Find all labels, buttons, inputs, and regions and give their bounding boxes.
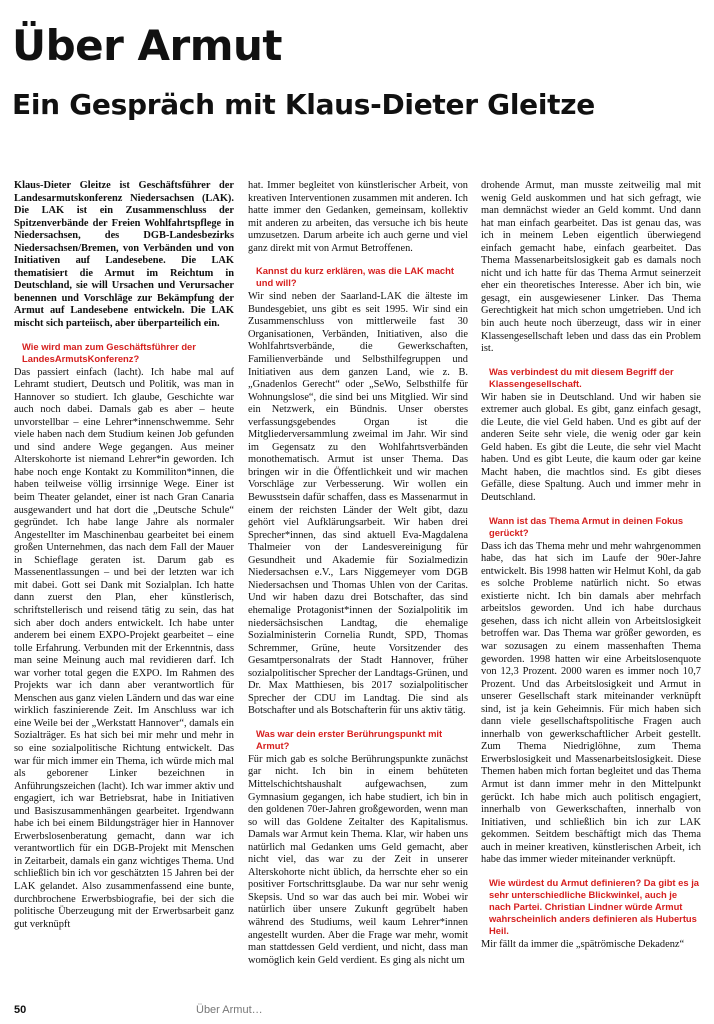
body-paragraph: Das passiert einfach (lacht). Ich habe mal auf Lehramt studiert, Deutsch und Politik, was man in Hannover so studiert. Ich glaube, Geschichte war auch noch dabei. Damals gab es aber – heute unvorstellbar – eine Lehrer*innenschwemme. Sehr viele haben nach dem Studium keinen Job gefunden und sind andere Wege gegangen. Aus meiner Alterskohorte ist niemand Lehrer*in geworden. Ich habe noch enge Kontakt zu Kommiliton*innen, die haben teilweise völlig irrsinnige Wege. Einer ist beim Theater gelandet, einer ist nach Gran Canaria ausgewandert und hat dort die „Deutsche Schule“ gegründet. Ich habe lange Jahre als normaler Angestellter im Maschinenbau gearbeitet bei einem großen Unternehmen, das nach dem Fall der Mauer in Schieflage geraten ist. Darum gab es Massenentlassungen – und bei der letzten war ich mit dabei. Gott sei Dank mit Sozialplan. Ich hatte dann zuerst den Plan, eher künstlerisch, schriftstellerisch und reisend tätig zu sein, das hat sich aber doch anders entwickelt. Ich habe unter anderem bei einem EXPO-Projekt gearbeitet – eine tolle Erfahrung. Verbunden mit der Erkenntnis, dass man seine Meinung auch mal revidieren darf. Ich war vorher total gegen die EXPO. Im Rahmen des Projekts war ich dann aber verantwortlich für Menschen aus ganz vielen Ländern und das war eine wirklich faszinierende Zeit. Im Anschluss war ich eine Weile bei der „Werkstatt Hannover“, damals ein Sozialträger. Es hat sich bei mir mehr und mehr in so eine sozialpolitische Richtung entwickelt. Das war für mich immer ein Thema, ich würde mich mal als geborener Linker bezeichnen in Anführungszeichen (lacht). Ich war immer aktiv und engagiert, ich war Betriebsrat, habe in Initiativen und Basiszusammenhängen gearbeitet. Irgendwann habe ich bei einem Bildungsträger hier in Hannover Erwerbslosenberatung gemacht, dann war ich verantwortlich für ein DGB-Projekt mit Menschen in Zeitarbeit, damals ein ganz wichtiges Thema. Und schließlich bin ich vor geschätzten 15 Jahren bei der LAK gelandet. Also zusammenfassend eine bunte, durchbrochene Erwerbsbiografie, bei der sich die politische Überzeugung mit der Erwerbsarbeit ganz gut verknüpft: [14, 366, 234, 930]
text-column-2: [248, 180, 468, 978]
interview-question: Wie wird man zum Geschäftsführer der LandesArmutsKonferenz?: [22, 340, 196, 364]
body-paragraph: Wir haben sie in Deutschland. Und wir haben sie extremer auch global. Es gibt, ganz einfach gesagt, die Leute, die viel Geld haben. Und es gibt auf der anderen Seite sehr viele, die wenig oder gar kein Geld haben. Es gibt die Leute, die sehr viel Macht haben. Und es gibt Leute, die kaum oder gar keine Macht haben, die machtlos sind. Es gibt dieses Gefälle, diese Spaltung. Auch und immer mehr in Deutschland.: [481, 391, 701, 504]
article-subtitle: Ein Gespräch mit Klaus-Dieter Gleitze: [12, 88, 595, 121]
running-title: Über Armut…: [196, 1004, 263, 1016]
interview-question: Was war dein erster Berührungspunkt mit Armut?: [256, 727, 443, 751]
page-number: 50: [14, 1004, 27, 1016]
body-paragraph: Mir fällt da immer die „spätrömische Dekadenz“: [481, 938, 685, 950]
body-paragraph: Dass ich das Thema mehr und mehr wahrgenommen habe, das hat sich im Laufe der 90er-Jahre entwickelt. Bis 1998 hatten wir Helmut Kohl, da gab es solche Probleme natürlich nicht. So etwas existierte nicht. Ich bin damals aber mehrfach arbeitslos geworden. Und ich habe durchaus gesehen, dass ich nicht allein von Arbeitslosigkeit betroffen war. Das Thema war größer geworden, es war sozusagen zu einem massenhaften Thema geworden. 1998 hatten wir eine Arbeitslosenquote von 12,3 Prozent. 2000 waren es immer noch 10,7 Prozent. Und das Arbeitslosigkeit und Armut in unserer Gesellschaft stark miteinander verknüpft sind, ist ja kein Geheimnis. Für mich haben sich dann viele gesellschaftspolitische Fragen auch innerhalb von gewerkschaftlicher Arbeit gestellt. Zum Thema Niedriglöhne, zum Thema Erwerbslosigkeit und Massenarbeitslosigkeit. Diese Themen haben mich fortan begleitet und das Thema Armut ist dann immer mehr in den Mittelpunkt gerückt. Ich habe mich auch politisch engagiert, innerhalb von Gewerkschaften, innerhalb von Initiativen, und schließlich bin ich zur LAK gekommen. Seitdem beschäftigt mich das Thema auch in meiner kreativen, künstlerischen Arbeit, ich habe das immer wieder miteinander verknüpft.: [481, 540, 701, 866]
body-paragraph: drohende Armut, man musste zeitweilig mal mit wenig Geld auskommen und hat sich gefragt, wie man demnächst wieder an Geld kommt. Und dann hat man einfach gearbeitet. Das ist genau das, was ich in meinem Leben eigentlich überwiegend einfach gemacht habe, einfach gearbeitet. Das Thema Massenarbeitslosigkeit gab es damals noch nicht und ich hatte für das Thema Armut seinerzeit eher ein theoretisches Interesse. Aber ich bin, wie gesagt, ein ausgewiesener Linker. Das Thema Gerechtigkeit hat mich schon umgetrieben. Und ich bin auch heute noch überzeugt, dass wir in einer Klassengesellschaft leben und dass das ein Problem ist.: [481, 180, 701, 355]
interview-question: Wann ist das Thema Armut in deinen Fokus gerückt?: [489, 514, 684, 538]
interview-question: Was verbindest du mit diesem Begriff der Klassengesellschaft.: [489, 365, 674, 389]
body-paragraph: Für mich gab es solche Berührungspunkte zunächst gar nicht. Ich bin in einem behüteten Mittelschichtshaushalt aufgewachsen, zum Gymnasium gegangen, ich habe studiert, ich bin in den goldenen 70er-Jahren großgeworden, wenn man so will das Goldene Zeitalter des Kapitalismus. Damals war Armut kein Thema. Klar, wir haben uns natürlich mal Gedanken ums Geld gemacht, aber nicht viel, das war zu der Zeit in unserer Alterskohorte nicht üblich, da herrschte eher so ein positiver Fortschrittsglaube. Da war nur sehr wenig Skepsis. Und so war das auch bei mir. Wobei wir natürlich über unsere Zukunft gegrübelt haben während des Studiums, weil kaum Lehrer*innen angestellt wurden. Aber die Frage war mehr, womit man stattdessen Geld verdient, und nicht, dass man womöglich kein Geld verdient. Es ging als nicht um: [248, 753, 468, 966]
text-column-1: [14, 180, 234, 978]
body-paragraph: hat. Immer begleitet von künstlerischer Arbeit, von kreativen Interventionen zusammen mit anderen. Ich hatte immer den Gedanken, gemeinsam, kollektiv mit anderen zu arbeiten, das versuche ich bis heute umzusetzen. Darum arbeite ich auch gerne und viel ganz direkt mit von Armut Betroffenen.: [248, 180, 468, 254]
article-lead: Klaus-Dieter Gleitze ist Geschäftsführer der Landesarmutskonferenz Niedersachsen (LAK). Die LAK ist ein Zusammenschluss der Spitzenverbände der Freien Wohlfahrtspflege in Niedersachsen, des DGB-Landesbezirks Niedersachsen/Bremen, von Verbänden und von Initiativen auf Landesebene. Die LAK thematisiert die Armut im Reichtum in Deutschland, sie will Ursachen und Verursacher benennen und Vorschläge zur Bekämpfung der Armut auf Landesebene entwickeln. Die LAK mischt sich parteiisch, aber überparteilich ein.: [14, 180, 234, 330]
body-paragraph: Wir sind neben der Saarland-LAK die älteste im Bundesgebiet, uns gibt es seit 1995. Wir sind ein Zusammenschluss von mittlerweile fast 30 Organisationen, Verbänden, Initiativen, also die Wohlfahrtsverbände, die Gewerkschaften, Familienverbände und Selbsthilfegruppen und Initiativen aus dem ganzen Land, wie z. B. „Gnadenlos Gerecht“ oder „SeWo, Selbsthilfe für Wohnungslose“, die sind bei uns Mitglied. Wir sind ein Netzwerk, ein Bündnis. Unser oberstes verfassungsgebendes Organ ist die Mitgliederversammlung zweimal im Jahr. Wir sind im Gegensatz zu den Wohlfahrtsverbänden monothematisch. Armut ist unser Thema. Das bringen wir in die Öffentlichkeit und wir machen Vorschläge zur Verbesserung. Wir wollen ein Bewusstsein dafür schaffen, dass es Massenarmut in einem der reichsten Länder der Welt gibt, dazu gehört viel Aufklärungsarbeit. Wir haben drei Sprecher*innen, das sind aktuell Eva-Magdalena Thalmeier von der Landesvereinigung für Gesundheit und Akademie für Sozialmedizin Niedersachsen e.V., Lars Niggemeyer vom DGB Niedersachsen und Thomas Uhlen von der Caritas. Und wir haben dazu drei Botschafter, das sind ehemalige Protagonist*innen der Sozialpolitik im niedersächsischen Landtag, die ehemalige Sozialministerin Cornelia Rundt, SPD, Thomas Schremmer, Grüne, heute Vorsitzender des Gesamtpersonalrats der Stadt Hannover, früher sozialpolitischer Sprecher der Landtags-Grünen, und Dr. Max Matthiesen, bis 2017 sozialpolitischer Sprecher der CDU im Landtag. Die sind als Botschafter und als Botschafterin für uns aktiv tätig.: [248, 291, 468, 717]
interview-question: Wie würdest du Armut definieren? Da gibt es ja sehr unterschiedliche Blickwinkel, auch je nach Partei. Christian Lindner würde Armut wahrscheinlich anders definieren als Hubertus Heil.: [489, 876, 700, 936]
article-title: Über Armut: [12, 21, 282, 70]
text-column-3: [481, 180, 701, 978]
interview-question: Kannst du kurz erklären, was die LAK macht und will?: [256, 265, 454, 289]
